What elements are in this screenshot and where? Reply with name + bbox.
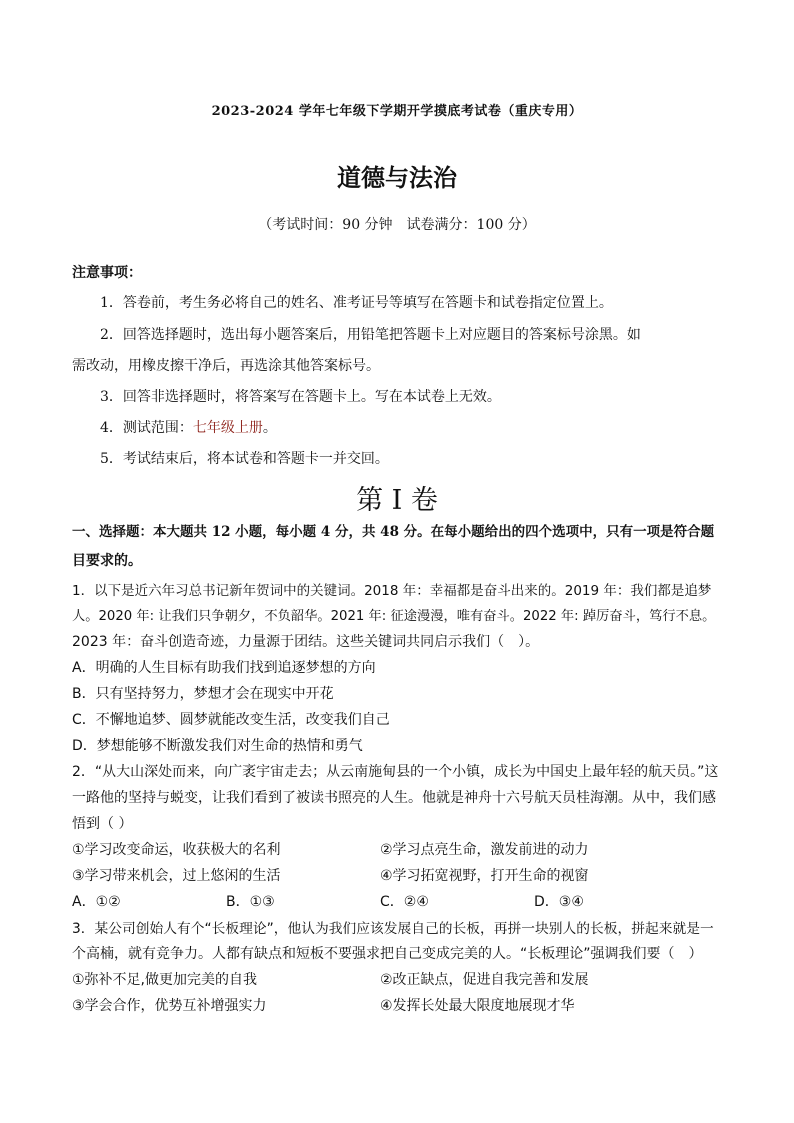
question-3-statement-3: ③学会合作，优势互补增强实力: [72, 998, 267, 1014]
question-2-statement-1: ①学习改变命运，收获极大的名利: [72, 842, 281, 858]
question-2-line-3: 悟到（ ）: [72, 816, 133, 832]
exam-info: （考试时间：90 分钟 试卷满分：100 分）: [258, 217, 536, 233]
question-2-statement-2: ②学习点亮生命，激发前进的动力: [380, 842, 589, 858]
question-3-line-2: 个高楠，就有竞争力。人都有缺点和短板不要强求把自己变成完美的人。“长板理论”强调我们要（ ）: [72, 946, 703, 962]
question-3-statement-2: ②改正缺点，促进自我完善和发展: [380, 972, 589, 988]
notice-item-4-suffix: 。: [262, 420, 277, 436]
question-1-line-3: 2023 年：奋斗创造奇迹，力量源于团结。这些关键词共同启示我们（ ）。: [72, 634, 540, 650]
exam-title: 2023-2024 学年七年级下学期开学摸底考试卷（重庆专用）: [211, 104, 583, 119]
question-2-option-b: B．①③: [226, 894, 275, 910]
question-1-option-d: D．梦想能够不断激发我们对生命的热情和勇气: [72, 738, 363, 754]
subject-title: 道德与法治: [337, 163, 457, 192]
question-3-statement-4: ④发挥长处最大限度地展现才华: [380, 998, 575, 1014]
question-3-statement-1: ①弥补不足,做更加完美的自我: [72, 972, 258, 988]
notice-item-2: 2．回答选择题时，选出每小题答案后，用铅笔把答题卡上对应题目的答案标号涂黑。如: [100, 327, 641, 343]
question-2-line-2: 一路他的坚持与蜕变，让我们看到了被读书照亮的人生。他就是神舟十六号航天员桂海潮。从中，我们感: [72, 790, 716, 806]
question-2-statement-4: ④学习拓宽视野，打开生命的视窗: [380, 868, 589, 884]
test-scope: 七年级上册: [192, 420, 263, 436]
question-1-option-c: C．不懈地追梦、圆梦就能改变生活，改变我们自己: [72, 712, 390, 728]
notice-item-4: [100, 417, 277, 437]
notice-item-1: 1．答卷前，考生务必将自己的姓名、准考证号等填写在答题卡和试卷指定位置上。: [100, 295, 613, 311]
notice-item-2-cont: 需改动，用橡皮擦干净后，再选涂其他答案标号。: [72, 358, 380, 374]
question-1-line-1: 1．以下是近六年习总书记新年贺词中的关键词。2018 年：幸福都是奋斗出来的。2019 年：我们都是追梦: [72, 583, 712, 599]
question-2-option-d: D．③④: [534, 894, 584, 910]
notice-item-4-prefix: 4．测试范围：: [100, 420, 193, 436]
section-1-heading: 一、选择题：本大题共 12 小题，每小题 4 分，共 48 分。在每小题给出的四个选项中，只有一项是符合题: [72, 524, 715, 540]
question-1-option-a: A．明确的人生目标有助我们找到追逐梦想的方向: [72, 660, 376, 676]
question-1-option-b: B．只有坚持努力，梦想才会在现实中开花: [72, 686, 334, 702]
question-3-line-1: 3．某公司创始人有个“长板理论”，他认为我们应该发展自己的长板，再拼一块别人的长板，拼起来就是一: [72, 921, 714, 937]
question-2-option-c: C．②④: [380, 894, 429, 910]
question-2-statement-3: ③学习带来机会，过上悠闲的生活: [72, 868, 281, 884]
question-2-line-1: 2．“从大山深处而来，向广袤宇宙走去；从云南施甸县的一个小镇，成长为中国史上最年轻的航天员。”这: [72, 764, 719, 780]
question-1-line-2: 人。2020 年: 让我们只争朝夕，不负韶华。2021 年: 征途漫漫，唯有奋斗。2022 年: 踔厉奋斗，笃行不息。: [72, 609, 716, 624]
notice-item-3: 3．回答非选择题时，将答案写在答题卡上。写在本试卷上无效。: [100, 389, 501, 405]
volume-title: 第 I 卷: [356, 485, 438, 516]
notice-item-5: 5．考试结束后，将本试卷和答题卡一并交回。: [100, 451, 389, 467]
section-1-heading-cont: 目要求的。: [72, 553, 142, 569]
notice-heading: 注意事项：: [72, 265, 142, 281]
question-2-option-a: A．①②: [72, 894, 121, 910]
